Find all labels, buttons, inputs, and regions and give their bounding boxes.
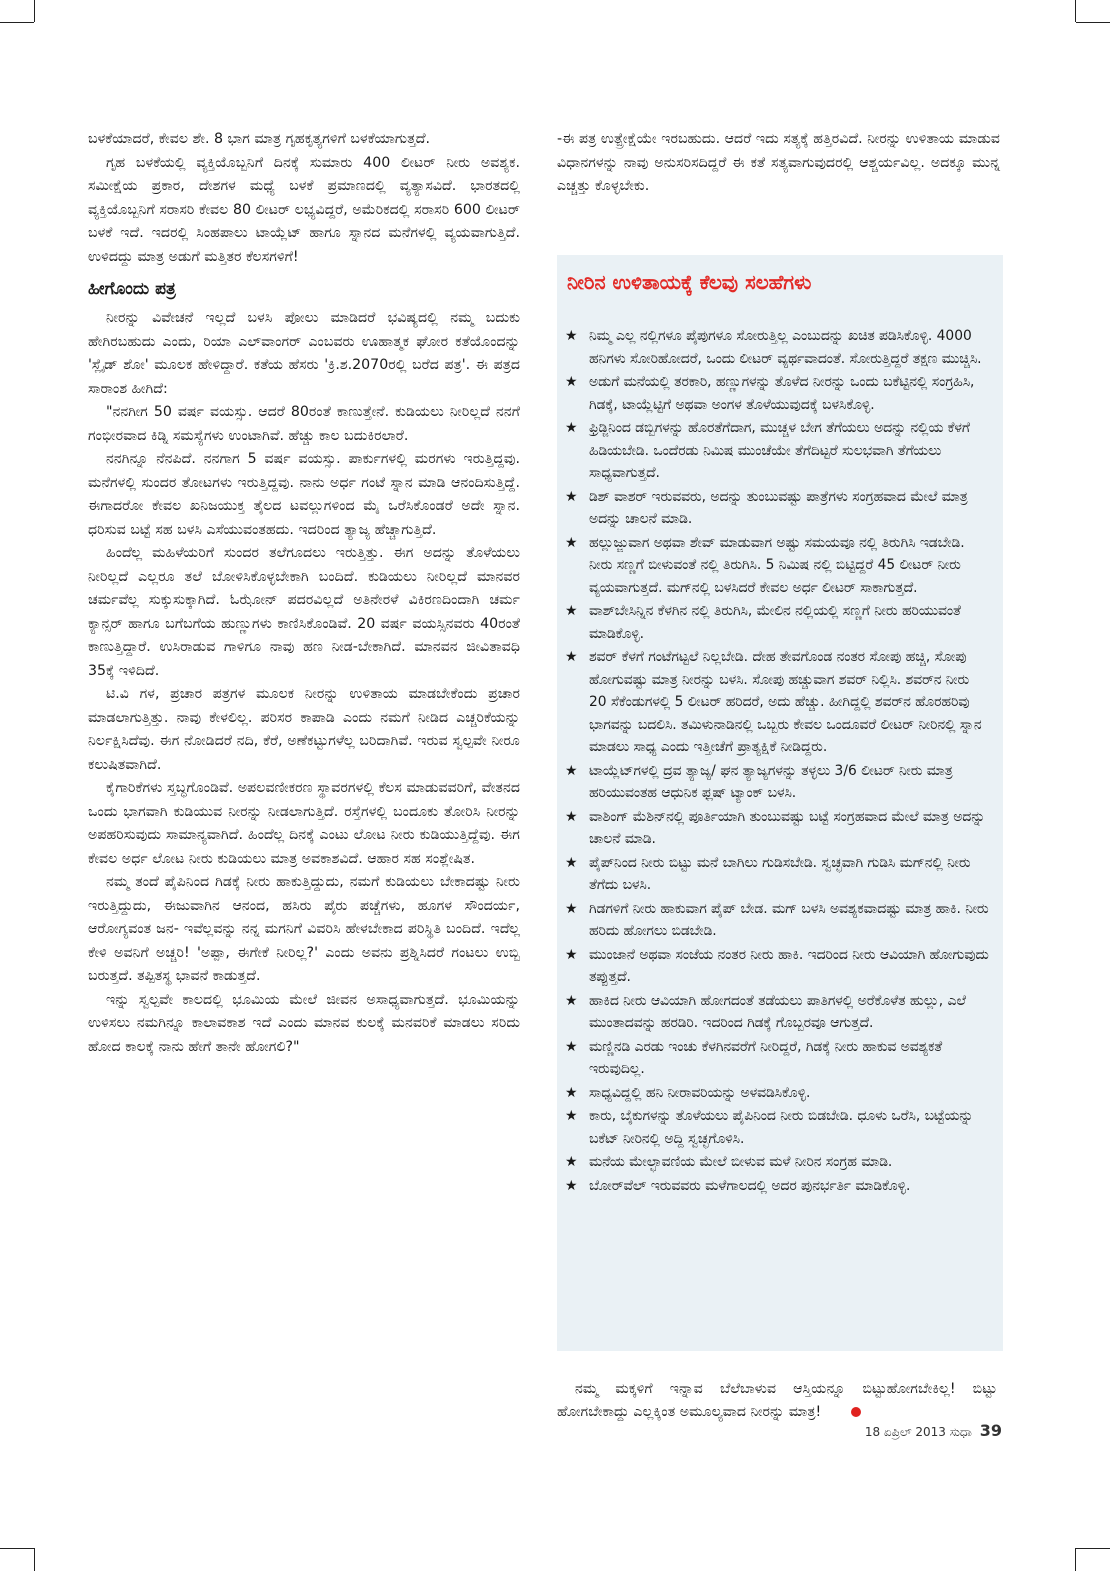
tip-text: ಫ್ರಿಡ್ಜಿನಿಂದ ಡಬ್ಬಿಗಳನ್ನು ಹೊರತೆಗೆದಾಗ, ಮುಚ್ಚಳ ಬೇಗ ತೆಗೆಯಲು ಅದನ್ನು ನಲ್ಲಿಯ ಕೆಳಗೆ ಹಿಡಿಯಬೇಡಿ. ಒಂದೆರಡು ನಿಮಿಷ ಮುಂಚೆಯೇ ತೆಗೆದಿಟ್ಟರೆ ಸುಲಭವಾಗಿ ತೆಗೆಯಲು ಸಾಧ್ಯವಾಗುತ್ತದೆ. (589, 420, 970, 481)
article-paragraph: ಗೃಹ ಬಳಕೆಯಲ್ಲಿ ವ್ಯಕ್ತಿಯೊಬ್ಬನಿಗೆ ದಿನಕ್ಕೆ ಸುಮಾರು 400 ಲೀಟರ್ ನೀರು ಅವಶ್ಯಕ. ಸಮೀಕ್ಷೆಯ ಪ್ರಕಾರ, ದೇಶಗಳ ಮಧ್ಯೆ ಬಳಕೆ ಪ್ರಮಾಣದಲ್ಲಿ ವ್ಯತ್ಯಾಸವಿದೆ. ಭಾರತದಲ್ಲಿ ವ್ಯಕ್ತಿಯೊಬ್ಬನಿಗೆ ಸರಾಸರಿ ಕೇವಲ 80 ಲೀಟರ್ ಲಭ್ಯವಿದ್ದರೆ, ಅಮೆರಿಕದಲ್ಲಿ ಸರಾಸರಿ 600 ಲೀಟರ್ ಬಳಕೆ ಇದೆ. ಇದರಲ್ಲಿ ಸಿಂಹಪಾಲು ಟಾಯ್ಲೆಟ್ ಹಾಗೂ ಸ್ನಾನದ ಮನೆಗಳಲ್ಲಿ ವ್ಯಯವಾಗುತ್ತಿದೆ. ಉಳಿದದ್ದು ಮಾತ್ರ ಅಡುಗೆ ಮತ್ತಿತರ ಕೆಲಸಗಳಿಗೆ! (88, 154, 520, 265)
article-paragraph: ನನಗಿನ್ನೂ ನೆನಪಿದೆ. ನನಗಾಗ 5 ವರ್ಷ ವಯಸ್ಸು. ಪಾರ್ಕುಗಳಲ್ಲಿ ಮರಗಳು ಇರುತ್ತಿದ್ದವು. ಮನೆಗಳಲ್ಲಿ ಸುಂದರ ತೋಟಗಳು ಇರುತ್ತಿದ್ದವು. ನಾನು ಅರ್ಧ ಗಂಟೆ ಸ್ನಾನ ಮಾಡಿ ಆನಂದಿಸುತ್ತಿದ್ದೆ. ಈಗಾದರೋ ಕೇವಲ ಖನಿಜಯುಕ್ತ ತೈಲದ ಟವಲ್ಲುಗಳಿಂದ ಮೈ ಒರೆಸಿಕೊಂಡರೆ ಅದೇ ಸ್ನಾನ. ಧರಿಸುವ ಬಟ್ಟೆ ಸಹ ಬಳಸಿ ಎಸೆಯುವಂತಹದು. ಇದರಿಂದ ತ್ಯಾಜ್ಯ ಹೆಚ್ಚಾಗುತ್ತಿದೆ. (88, 451, 520, 538)
crop-mark-bottom-right-h (1076, 1548, 1110, 1549)
tip-item (565, 417, 991, 485)
tip-text: ವಾಶ್‌ಬೇಸಿನ್ನಿನ ಕೆಳಗಿನ ನಲ್ಲಿ ತಿರುಗಿಸಿ, ಮೇಲಿನ ನಲ್ಲಿಯಲ್ಲಿ ಸಣ್ಣಗೆ ನೀರು ಹರಿಯುವಂತೆ ಮಾಡಿಕೊಳ್ಳಿ. (589, 603, 961, 642)
section-subheading: ಹೀಗೊಂದು ಪತ್ರ (88, 279, 176, 299)
star-bullet-icon: ★ (565, 854, 578, 871)
crop-mark-bottom-right-v (1075, 1548, 1076, 1571)
tip-text: ಹಾಕಿದ ನೀರು ಆವಿಯಾಗಿ ಹೋಗದಂತೆ ತಡೆಯಲು ಪಾತಿಗಳಲ್ಲಿ ಅರೆಕೊಳೆತ ಹುಲ್ಲು, ಎಲೆ ಮುಂತಾದವನ್ನು ಹರಡಿರಿ. ಇದರಿಂದ ಗಿಡಕ್ಕೆ ಗೊಬ್ಬರವೂ ಆಗುತ್ತದೆ. (589, 992, 966, 1031)
star-bullet-icon: ★ (565, 1108, 578, 1124)
crop-mark-bottom-left-h (0, 1548, 34, 1549)
tip-text: ಡಿಶ್ ವಾಶರ್ ಇರುವವರು, ಅದನ್ನು ತುಂಬುವಷ್ಟು ಪಾತ್ರೆಗಳು ಸಂಗ್ರಹವಾದ ಮೇಲೆ ಮಾತ್ರ ಅದನ್ನು ಚಾಲನೆ ಮಾಡಿ. (589, 488, 968, 527)
star-bullet-icon: ★ (565, 603, 578, 619)
star-bullet-icon: ★ (565, 649, 578, 665)
tip-text: ಅಡುಗೆ ಮನೆಯಲ್ಲಿ ತರಕಾರಿ, ಹಣ್ಣುಗಳನ್ನು ತೊಳೆದ ನೀರನ್ನು ಒಂದು ಬಕೆಟ್ಟಿನಲ್ಲಿ ಸಂಗ್ರಹಿಸಿ, ಗಿಡಕ್ಕೆ, ಟಾಯ್ಲೆಟ್ಟಿಗೆ ಅಥವಾ ಅಂಗಳ ತೊಳೆಯುವುದಕ್ಕೆ ಬಳಸಿಕೊಳ್ಳಿ. (589, 374, 975, 413)
crop-mark-bottom-left-v (34, 1548, 35, 1571)
closing-paragraph (557, 1378, 997, 1424)
tip-text: ಮಣ್ಣಿನಡಿ ಎರಡು ಇಂಚು ಕೆಳಗಿನವರೆಗೆ ನೀರಿದ್ದರೆ, ಗಿಡಕ್ಕೆ ನೀರು ಹಾಕುವ ಅವಶ್ಯಕತೆ ಇರುವುದಿಲ್ಲ. (589, 1038, 943, 1077)
tip-text: ಮುಂಜಾನೆ ಅಥವಾ ಸಂಜೆಯ ನಂತರ ನೀರು ಹಾಕಿ. ಇದರಿಂದ ನೀರು ಆವಿಯಾಗಿ ಹೋಗುವುದು ತಪ್ಪುತ್ತದೆ. (589, 946, 989, 985)
article-paragraph: ಕೈಗಾರಿಕೆಗಳು ಸ್ತಬ್ಧಗೊಂಡಿವೆ. ಅಪಲವಣೀಕರಣ ಸ್ಥಾವರಗಳಲ್ಲಿ ಕೆಲಸ ಮಾಡುವವರಿಗೆ, ವೇತನದ ಒಂದು ಭಾಗವಾಗಿ ಕುಡಿಯುವ ನೀರನ್ನು ನೀಡಲಾಗುತ್ತಿದೆ. ರಸ್ತೆಗಳಲ್ಲಿ ಬಂದೂಕು ತೋರಿಸಿ ನೀರನ್ನು ಅಪಹರಿಸುವುದು ಸಾಮಾನ್ಯವಾಗಿದೆ. ಹಿಂದೆಲ್ಲ ದಿನಕ್ಕೆ ಎಂಟು ಲೋಟ ನೀರು ಕುಡಿಯುತ್ತಿದ್ದೆವು. ಈಗ ಕೇವಲ ಅರ್ಧ ಲೋಟ ನೀರು ಕುಡಿಯಲು ಮಾತ್ರ ಅವಕಾಶವಿದೆ. ಆಹಾರ ಸಹ ಸಂಶ್ಲೇಷಿತ. (88, 780, 520, 867)
tip-item (565, 600, 991, 645)
tip-text: ಕಾರು, ಬೈಕುಗಳನ್ನು ತೊಳೆಯಲು ಪೈಪಿನಿಂದ ನೀರು ಬಿಡಬೇಡಿ. ಧೂಳು ಒರೆಸಿ, ಬಟ್ಟೆಯನ್ನು ಬಕೆಟ್ ನೀರಿನಲ್ಲಿ ಅದ್ದಿ ಸ್ವಚ್ಛಗೊಳಿಸಿ. (589, 1108, 974, 1147)
tip-item (565, 852, 991, 897)
article-paragraph: ಟಿ.ವಿ ಗಳ, ಪ್ರಚಾರ ಪತ್ರಗಳ ಮೂಲಕ ನೀರನ್ನು ಉಳಿತಾಯ ಮಾಡಬೇಕೆಂದು ಪ್ರಚಾರ ಮಾಡಲಾಗುತ್ತಿತ್ತು. ನಾವು ಕೇಳಲಿಲ್ಲ. ಪರಿಸರ ಕಾಪಾಡಿ ಎಂದು ನಮಗೆ ನೀಡಿದ ಎಚ್ಚರಿಕೆಯನ್ನು ನಿರ್ಲಕ್ಷಿಸಿದೆವು. ಈಗ ನೋಡಿದರೆ ನದಿ, ಕೆರೆ, ಅಣೆಕಟ್ಟುಗಳೆಲ್ಲ ಬರಿದಾಗಿವೆ. ಇರುವ ಸ್ವಲ್ಪವೇ ನೀರೂ ಕಲುಷಿತವಾಗಿದೆ. (88, 686, 520, 773)
closing-text: ನಮ್ಮ ಮಕ್ಕಳಿಗೆ ಇನ್ನಾವ ಬೆಲೆಬಾಳುವ ಆಸ್ತಿಯನ್ನೂ ಬಿಟ್ಟುಹೋಗಬೇಕಿಲ್ಲ! ಬಿಟ್ಟು ಹೋಗಬೇಕಾದ್ದು ಎಲ್ಲಕ್ಕಿಂತ ಅಮೂಲ್ಯವಾದ ನೀರನ್ನು ಮಾತ್ರ! (557, 1381, 997, 1420)
tip-item (565, 944, 991, 989)
crop-mark-top-left-v (34, 0, 35, 22)
tip-item (565, 1175, 991, 1198)
article-paragraph: ಬಳಕೆಯಾದರೆ, ಕೇವಲ ಶೇ. 8 ಭಾಗ ಮಾತ್ರ ಗೃಹಕೃತ್ಯಗಳಿಗೆ ಬಳಕೆಯಾಗುತ್ತದೆ. (88, 131, 431, 147)
page-footer (865, 1421, 1002, 1440)
tip-item (565, 646, 991, 759)
tip-text: ಶವರ್ ಕೆಳಗೆ ಗಂಟೆಗಟ್ಟಲೆ ನಿಲ್ಲಬೇಡಿ. ದೇಹ ತೇವಗೊಂಡ ನಂತರ ಸೋಪು ಹಚ್ಚಿ, ಸೋಪು ಹೋಗುವಷ್ಟು ಮಾತ್ರ ನೀರನ್ನು ಬಳಸಿ. ಸೋಪು ಹಚ್ಚುವಾಗ ಶವರ್ ನಿಲ್ಲಿಸಿ. ಶವರ್‌ನ ನೀರು 20 ಸೆಕೆಂಡುಗಳಲ್ಲಿ 5 ಲೀಟರ್ ಹರಿದರೆ, ಅದು ಹೆಚ್ಚು. ಹೀಗಿದ್ದಲ್ಲಿ ಶವರ್‌ನ ಹೊರಹರಿವು ಭಾಗವನ್ನು ಬದಲಿಸಿ. ತಮಿಳುನಾಡಿನಲ್ಲಿ ಒಬ್ಬರು ಕೇವಲ ಒಂದೂವರೆ ಲೀಟರ್ ನೀರಿನಲ್ಲಿ ಸ್ನಾನ ಮಾಡಲು ಸಾಧ್ಯ ಎಂದು ಇತ್ತೀಚೆಗೆ ಪ್ರಾತ್ಯಕ್ಷಿಕೆ ನೀಡಿದ್ದರು. (589, 649, 982, 755)
star-bullet-icon: ★ (565, 1084, 578, 1101)
tip-item (565, 325, 991, 370)
tip-item (565, 1082, 991, 1105)
right-column (557, 128, 1000, 199)
tip-text: ಮನೆಯ ಮೇಲ್ಛಾವಣಿಯ ಮೇಲೆ ಬೀಳುವ ಮಳೆ ನೀರಿನ ಸಂಗ್ರಹ ಮಾಡಿ. (589, 1154, 893, 1170)
star-bullet-icon: ★ (565, 1038, 578, 1055)
tip-item (565, 486, 991, 531)
tip-text: ಸಾಧ್ಯವಿದ್ದಲ್ಲಿ ಹನಿ ನೀರಾವರಿಯನ್ನು ಅಳವಡಿಸಿಕೊಳ್ಳಿ. (589, 1084, 811, 1101)
star-bullet-icon: ★ (565, 488, 578, 505)
article-paragraph: "ನನಗೀಗ 50 ವರ್ಷ ವಯಸ್ಸು. ಆದರೆ 80ರಂತೆ ಕಾಣುತ್ತೇನೆ. ಕುಡಿಯಲು ನೀರಿಲ್ಲದೆ ನನಗೆ ಗಂಭೀರವಾದ ಕಿಡ್ನಿ ಸಮಸ್ಯೆಗಳು ಉಂಟಾಗಿವೆ. ಹೆಚ್ಚು ಕಾಲ ಬದುಕಿರಲಾರೆ. (88, 404, 520, 444)
closing-block (557, 1378, 997, 1424)
star-bullet-icon: ★ (565, 900, 578, 917)
crop-mark-top-right-h (1076, 22, 1110, 23)
tips-box-title: ನೀರಿನ ಉಳಿತಾಯಕ್ಕೆ ಕೆಲವು ಸಲಹೆಗಳು (567, 270, 812, 294)
star-bullet-icon: ★ (565, 762, 578, 779)
star-bullet-icon: ★ (565, 946, 578, 963)
tip-item (565, 1151, 991, 1174)
left-column (88, 128, 520, 1059)
star-bullet-icon: ★ (565, 328, 578, 344)
article-paragraph: ಇನ್ನು ಸ್ವಲ್ಪವೇ ಕಾಲದಲ್ಲಿ ಭೂಮಿಯ ಮೇಲೆ ಜೀವನ ಅಸಾಧ್ಯವಾಗುತ್ತದೆ. ಭೂಮಿಯನ್ನು ಉಳಿಸಲು ನಮಗಿನ್ನೂ ಕಾಲಾವಕಾಶ ಇದೆ ಎಂದು ಮಾನವ ಕುಲಕ್ಕೆ ಮನವರಿಕೆ ಮಾಡಲು ಸರಿದು ಹೋದ ಕಾಲಕ್ಕೆ ನಾನು ಹೇಗೆ ತಾನೇ ಹೋಗಲಿ?" (88, 991, 520, 1055)
star-bullet-icon: ★ (565, 534, 578, 551)
tip-item (565, 990, 991, 1035)
tip-text: ಹಲ್ಲುಜ್ಜುವಾಗ ಅಥವಾ ಶೇವ್ ಮಾಡುವಾಗ ಅಷ್ಟು ಸಮಯವೂ ನಲ್ಲಿ ತಿರುಗಿಸಿ ಇಡಬೇಡಿ. ನೀರು ಸಣ್ಣಗೆ ಬೀಳುವಂತೆ ನಲ್ಲಿ ತಿರುಗಿಸಿ. 5 ನಿಮಿಷ ನಲ್ಲಿ ಬಿಟ್ಟಿದ್ದರೆ 45 ಲೀಟರ್ ನೀರು ವ್ಯಯವಾಗುತ್ತದೆ. ಮಗ್‌ನಲ್ಲಿ ಬಳಸಿದರೆ ಕೇವಲ ಅರ್ಧ ಲೀಟರ್ ಸಾಕಾಗುತ್ತದೆ. (589, 534, 965, 596)
tip-item (565, 371, 991, 416)
tips-box (557, 255, 1003, 1351)
tip-item (565, 532, 991, 600)
star-bullet-icon: ★ (565, 1154, 578, 1170)
tip-text: ಪೈಪ್‌ನಿಂದ ನೀರು ಬಿಟ್ಟು ಮನೆ ಬಾಗಿಲು ಗುಡಿಸಬೇಡಿ. ಸ್ವಚ್ಛವಾಗಿ ಗುಡಿಸಿ ಮಗ್‌ನಲ್ಲಿ ನೀರು ತೆಗೆದು ಬಳಸಿ. (589, 854, 971, 893)
crop-mark-top-right-v (1075, 0, 1076, 22)
tip-item (565, 806, 991, 851)
article-paragraph: ಹಿಂದೆಲ್ಲ ಮಹಿಳೆಯರಿಗೆ ಸುಂದರ ತಲೆಗೂದಲು ಇರುತ್ತಿತ್ತು. ಈಗ ಅದನ್ನು ತೊಳೆಯಲು ನೀರಿಲ್ಲದೆ ಎಲ್ಲರೂ ತಲೆ ಬೋಳಿಸಿಕೊಳ್ಳಬೇಕಾಗಿ ಬಂದಿದೆ. ಕುಡಿಯಲು ನೀರಿಲ್ಲದೆ ಮಾನವರ ಚರ್ಮವೆಲ್ಲ ಸುಕ್ಕುಸುಕ್ಕಾಗಿದೆ. ಓಝೋನ್ ಪದರವಿಲ್ಲದೆ ಅತಿನೇರಳೆ ವಿಕಿರಣದಿಂದಾಗಿ ಚರ್ಮ ಕ್ಯಾನ್ಸರ್ ಹಾಗೂ ಬಗೆಬಗೆಯ ಹುಣ್ಣುಗಳು ಕಾಣಿಸಿಕೊಂಡಿವೆ. 20 ವರ್ಷ ವಯಸ್ಸಿನವರು 40ರಂತೆ ಕಾಣುತ್ತಿದ್ದಾರೆ. ಉಸಿರಾಡುವ ಗಾಳಿಗೂ ನಾವು ಹಣ ನೀಡ-ಬೇಕಾಗಿದೆ. ಮಾನವನ ಜೀವಿತಾವಧಿ 35ಕ್ಕೆ ಇಳಿದಿದೆ. (88, 545, 520, 679)
tip-item (565, 1036, 991, 1081)
tip-text: ಬೋರ್‌ವೆಲ್ ಇರುವವರು ಮಳೆಗಾಲದಲ್ಲಿ ಅದರ ಪುನರ್ಭರ್ತಿ ಮಾಡಿಕೊಳ್ಳಿ. (589, 1177, 911, 1194)
tips-list (565, 325, 991, 1198)
footer-magazine-name: ಸುಧಾ (949, 1425, 972, 1439)
tip-item (565, 760, 991, 805)
end-mark-icon (851, 1407, 861, 1417)
tip-item (565, 1105, 991, 1150)
tip-text: ನಿಮ್ಮ ಎಲ್ಲ ನಲ್ಲಿಗಳೂ ಪೈಪುಗಳೂ ಸೋರುತ್ತಿಲ್ಲ ಎಂಬುದನ್ನು ಖಚಿತ ಪಡಿಸಿಕೊಳ್ಳಿ. 4000 ಹನಿಗಳು ಸೋರಿಹೋದರೆ, ಒಂದು ಲೀಟರ್ ವ್ಯರ್ಥವಾದಂತೆ. ಸೋರುತ್ತಿದ್ದರೆ ತಕ್ಷಣ ಮುಚ್ಚಿಸಿ. (589, 328, 982, 367)
page-number: 39 (979, 1421, 1002, 1440)
star-bullet-icon: ★ (565, 374, 578, 390)
article-paragraph: ನಮ್ಮ ತಂದೆ ಪೈಪಿನಿಂದ ಗಿಡಕ್ಕೆ ನೀರು ಹಾಕುತ್ತಿದ್ದುದು, ನಮಗೆ ಕುಡಿಯಲು ಬೇಕಾದಷ್ಟು ನೀರು ಇರುತ್ತಿದ್ದುದು, ಈಜುವಾಗಿನ ಆನಂದ, ಹಸಿರು ಪೈರು ಪಚ್ಚೆಗಳು, ಹೂಗಳ ಸೌಂದರ್ಯ, ಆರೋಗ್ಯವಂತ ಜನ- ಇವೆಲ್ಲವನ್ನು ನನ್ನ ಮಗನಿಗೆ ವಿವರಿಸಿ ಹೇಳಬೇಕಾದ ಪರಿಸ್ಥಿತಿ ಬಂದಿದೆ. ಇದೆಲ್ಲ ಕೇಳಿ ಅವನಿಗೆ ಅಚ್ಚರಿ! 'ಅಪ್ಪಾ, ಈಗೇಕೆ ನೀರಿಲ್ಲ?' ಎಂದು ಅವನು ಪ್ರಶ್ನಿಸಿದರೆ ಗಂಟಲು ಉಬ್ಬಿ ಬರುತ್ತದೆ. ತಪ್ಪಿತಸ್ಥ ಭಾವನೆ ಕಾಡುತ್ತದೆ. (88, 874, 520, 984)
tip-text: ಗಿಡಗಳಿಗೆ ನೀರು ಹಾಕುವಾಗ ಪೈಪ್ ಬೇಡ. ಮಗ್ ಬಳಸಿ ಅವಶ್ಯಕವಾದಷ್ಟು ಮಾತ್ರ ಹಾಕಿ. ನೀರು ಹರಿದು ಹೋಗಲು ಬಿಡಬೇಡಿ. (589, 900, 989, 939)
footer-date: 18 ಏಪ್ರಿಲ್ 2013 (864, 1425, 946, 1439)
star-bullet-icon: ★ (565, 808, 578, 825)
tip-text: ಟಾಯ್ಲೆಟ್‌ಗಳಲ್ಲಿ ದ್ರವ ತ್ಯಾಜ್ಯ/ ಘನ ತ್ಯಾಜ್ಯಗಳನ್ನು ತಳ್ಳಲು 3/6 ಲೀಟರ್ ನೀರು ಮಾತ್ರ ಹರಿಯುವಂತಹ ಆಧುನಿಕ ಫ್ಲಷ್ ಟ್ಯಾಂಕ್ ಬಳಸಿ. (589, 762, 953, 801)
star-bullet-icon: ★ (565, 420, 578, 436)
tip-item (565, 898, 991, 943)
tip-text: ವಾಶಿಂಗ್ ಮೆಶಿನ್‌ನಲ್ಲಿ ಪೂರ್ತಿಯಾಗಿ ತುಂಬುವಷ್ಟು ಬಟ್ಟೆ ಸಂಗ್ರಹವಾದ ಮೇಲೆ ಮಾತ್ರ ಅದನ್ನು ಚಾಲನೆ ಮಾಡಿ. (589, 808, 986, 847)
article-paragraph: ನೀರನ್ನು ವಿವೇಚನೆ ಇಲ್ಲದೆ ಬಳಸಿ ಪೋಲು ಮಾಡಿದರೆ ಭವಿಷ್ಯದಲ್ಲಿ ನಮ್ಮ ಬದುಕು ಹೇಗಿರಬಹುದು ಎಂದು, ರಿಯಾ ಎಲ್‌ವಾಂಗರ್ ಎಂಬವರು ಊಹಾತ್ಮಕ ಘೋರ ಕತೆಯೊಂದನ್ನು 'ಸ್ಲೈಡ್ ಶೋ' ಮೂಲಕ ಹೇಳಿದ್ದಾರೆ. ಕತೆಯ ಹೆಸರು 'ಕ್ರಿ.ಶ.2070ರಲ್ಲಿ ಬರೆದ ಪತ್ರ'. ಈ ಪತ್ರದ ಸಾರಾಂಶ ಹೀಗಿದೆ: (88, 310, 520, 397)
intro-paragraph: -ಈ ಪತ್ರ ಉತ್ಪ್ರೇಕ್ಷೆಯೇ ಇರಬಹುದು. ಆದರೆ ಇದು ಸತ್ಯಕ್ಕೆ ಹತ್ತಿರವಿದೆ. ನೀರನ್ನು ಉಳಿತಾಯ ಮಾಡುವ ವಿಧಾನಗಳನ್ನು ನಾವು ಅನುಸರಿಸದಿದ್ದರೆ ಈ ಕತೆ ಸತ್ಯವಾಗುವುದರಲ್ಲಿ ಆಶ್ಚರ್ಯವಿಲ್ಲ. ಅದಕ್ಕೂ ಮುನ್ನ ಎಚ್ಚತ್ತು ಕೊಳ್ಳಬೇಕು. (557, 131, 1000, 194)
star-bullet-icon: ★ (565, 992, 578, 1009)
crop-mark-top-left-h (0, 22, 34, 23)
star-bullet-icon: ★ (565, 1177, 578, 1194)
